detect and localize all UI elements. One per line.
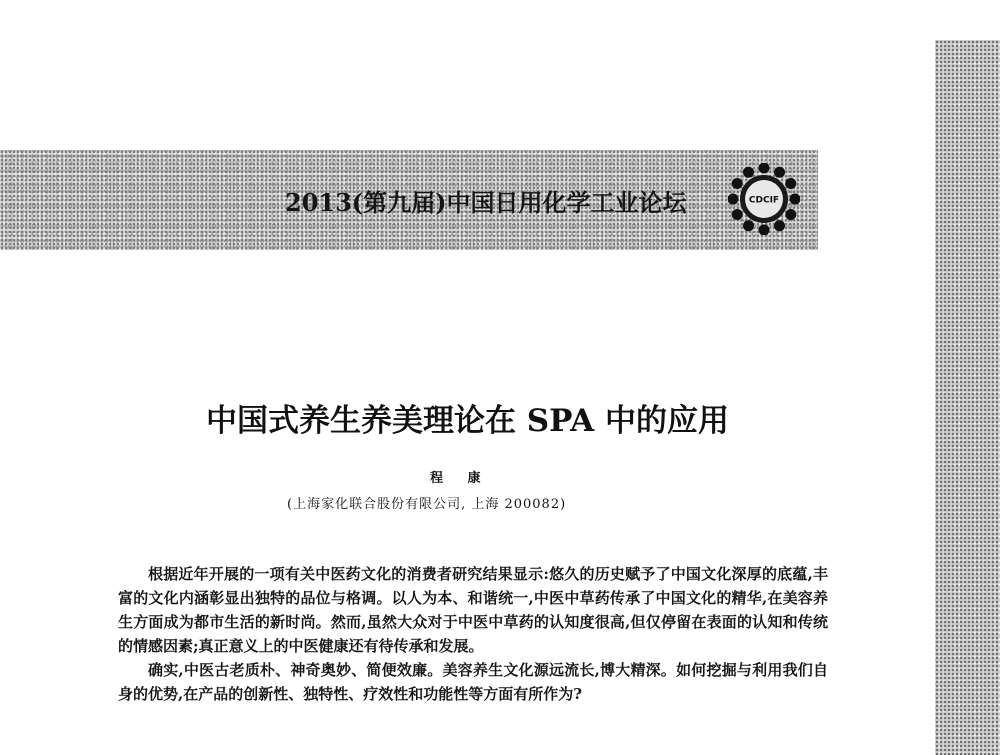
logo-text: CDCIF [748,195,780,206]
banner-title: 2013(第九届)中国日用化学工业论坛 [285,188,687,217]
paragraph: 根据近年开展的一项有关中医药文化的消费者研究结果显示:悠久的历史赋予了中国文化深厚的底蕴,丰富的文化内涵彰显出独特的品位与格调。以人为本、和谐统一,中医中草药传承了中国文化的精华,在美容养生方面成为都市生活的新时尚。然而,虽然大众对于中医中草药的认知度很高,但仅停留在表面的认知和传统的情感因素;真正意义上的中医健康还有待传承和发展。 [118,565,828,655]
page-edge [935,40,1000,755]
paper-title: 中国式养生养美理论在 SPA 中的应用 [205,403,730,439]
forum-logo-icon [728,163,800,235]
body-text [118,562,828,706]
author: 程 康 [430,471,491,486]
affiliation: (上海家化联合股份有限公司, 上海 200082) [287,497,567,512]
paragraph: 确实,中医古老质朴、神奇奥妙、简便效廉。美容养生文化源远流长,博大精深。如何挖掘与利用我们自身的优势,在产品的创新性、独特性、疗效性和功能性等方面有所作为? [118,661,828,703]
